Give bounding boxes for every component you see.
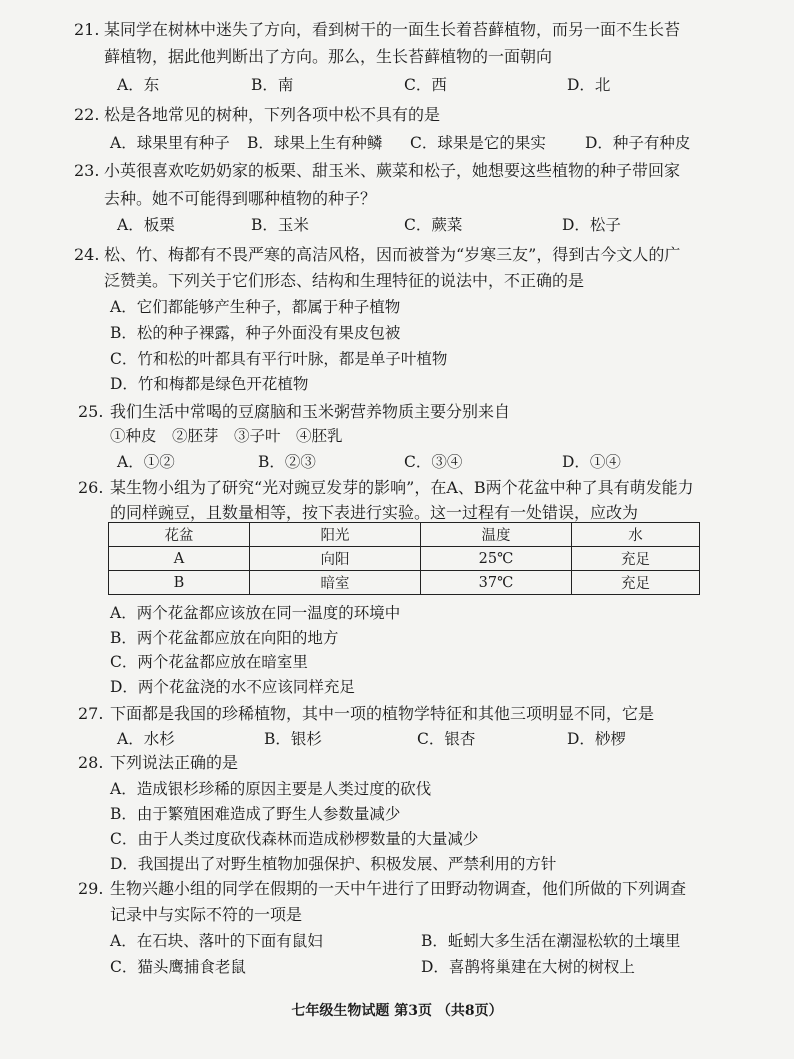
- option-c: C．球果是它的果实: [410, 134, 546, 152]
- question-text: 去种。她不可能得到哪种植物的种子？: [104, 189, 377, 208]
- question-text: 松、竹、梅都有不畏严寒的高洁风格，因而被誉为“岁寒三友”，得到古今文人的广: [104, 245, 681, 264]
- question-number: 26.: [78, 478, 104, 497]
- question-text: 下列说法正确的是: [110, 753, 239, 772]
- table-header: 阳光: [250, 523, 421, 547]
- option-a: A．水杉: [117, 730, 175, 748]
- table-header: 花盆: [109, 523, 250, 547]
- option-a: A．两个花盆都应该放在同一温度的环境中: [110, 604, 401, 622]
- option-b: B．蚯蚓大多生活在潮湿松软的土壤里: [421, 932, 681, 950]
- question-number: 22.: [74, 105, 100, 124]
- option-b: B．由于繁殖困难造成了野生人参数量减少: [110, 805, 401, 823]
- question-text: 记录中与实际不符的一项是: [110, 905, 303, 924]
- question-text: 生物兴趣小组的同学在假期的一天中午进行了田野动物调查，他们所做的下列调查: [110, 879, 687, 898]
- option-d: D．①④: [562, 453, 621, 471]
- question-text: 藓植物，据此他判断出了方向。那么，生长苔藓植物的一面朝向: [104, 47, 553, 66]
- question-number: 28.: [78, 753, 104, 772]
- table-row: [109, 547, 700, 571]
- question-text: 小英很喜欢吃奶奶家的板栗、甜玉米、蕨菜和松子，她想要这些植物的种子带回家: [104, 161, 681, 180]
- option-c: C．西: [404, 76, 447, 94]
- option-a: A．在石块、落叶的下面有鼠妇: [110, 932, 323, 950]
- table-cell: 充足: [572, 571, 700, 595]
- option-b: B．两个花盆都应放在向阳的地方: [110, 629, 339, 647]
- question-text: 泛赞美。下列关于它们形态、结构和生理特征的说法中，不正确的是: [104, 271, 585, 290]
- option-a: A．东: [117, 76, 160, 94]
- option-a: A．板栗: [117, 216, 175, 234]
- option-a: A．球果里有种子: [110, 134, 230, 152]
- option-c: C．由于人类过度砍伐森林而造成桫椤数量的大量减少: [110, 830, 479, 848]
- question-number: 21.: [74, 20, 100, 39]
- table-cell: 37℃: [421, 571, 572, 595]
- option-b: B．②③: [258, 453, 316, 471]
- table-header: 温度: [421, 523, 572, 547]
- table-cell: 充足: [572, 547, 700, 571]
- option-d: D．北: [567, 76, 611, 94]
- table-header-row: [109, 523, 700, 547]
- question-text: 某生物小组为了研究“光对豌豆发芽的影响”，在A、B两个花盆中种了具有萌发能力: [110, 478, 694, 497]
- table-row: [109, 571, 700, 595]
- experiment-table: [108, 522, 700, 595]
- option-c: C．猫头鹰捕食老鼠: [110, 958, 246, 976]
- question-text: 下面都是我国的珍稀植物，其中一项的植物学特征和其他三项明显不同，它是: [110, 704, 655, 723]
- table-cell: 向阳: [250, 547, 421, 571]
- option-a: A．①②: [117, 453, 175, 471]
- table-cell: 25℃: [421, 547, 572, 571]
- option-b: B．球果上生有种鳞: [247, 134, 383, 152]
- option-c: C．银杏: [417, 730, 476, 748]
- option-c: C．蕨菜: [404, 216, 463, 234]
- table-cell: A: [109, 547, 250, 571]
- option-d: D．松子: [562, 216, 621, 234]
- table-header: 水: [572, 523, 700, 547]
- question-text: 我们生活中常喝的豆腐脑和玉米粥营养物质主要分别来自: [110, 402, 511, 421]
- question-number: 24.: [74, 245, 100, 264]
- option-d: D．桫椤: [567, 730, 626, 748]
- option-b: B．银杉: [264, 730, 322, 748]
- option-b: B．松的种子裸露，种子外面没有果皮包被: [110, 324, 401, 342]
- option-b: B．南: [251, 76, 294, 94]
- table-cell: B: [109, 571, 250, 595]
- question-number: 23.: [74, 161, 100, 180]
- question-text: 的同样豌豆，且数量相等，按下表进行实验。这一过程有一处错误，应改为: [110, 503, 639, 522]
- option-c: C．③④: [404, 453, 463, 471]
- table-cell: 暗室: [250, 571, 421, 595]
- option-d: D．种子有种皮: [585, 134, 691, 152]
- page-footer: 七年级生物试题 第3页 （共8页）: [291, 1003, 503, 1019]
- question-number: 29.: [78, 879, 104, 898]
- option-d: D．喜鹊将巢建在大树的树杈上: [421, 958, 635, 976]
- option-d: D．两个花盆浇的水不应该同样充足: [110, 678, 355, 696]
- question-choices: ①种皮 ②胚芽 ③子叶 ④胚乳: [110, 427, 343, 445]
- option-c: C．两个花盆都应放在暗室里: [110, 653, 308, 671]
- question-number: 27.: [78, 704, 104, 723]
- question-text: 松是各地常见的树种，下列各项中松不具有的是: [104, 105, 441, 124]
- question-number: 25.: [78, 402, 104, 421]
- option-c: C．竹和松的叶都具有平行叶脉，都是单子叶植物: [110, 350, 448, 368]
- option-a: A．它们都能够产生种子，都属于种子植物: [110, 298, 401, 316]
- option-d: D．竹和梅都是绿色开花植物: [110, 375, 309, 393]
- option-a: A．造成银杉珍稀的原因主要是人类过度的砍伐: [110, 780, 432, 798]
- option-d: D．我国提出了对野生植物加强保护、积极发展、严禁利用的方针: [110, 855, 557, 873]
- option-b: B．玉米: [251, 216, 309, 234]
- question-text: 某同学在树林中迷失了方向，看到树干的一面生长着苔藓植物，而另一面不生长苔: [104, 20, 681, 39]
